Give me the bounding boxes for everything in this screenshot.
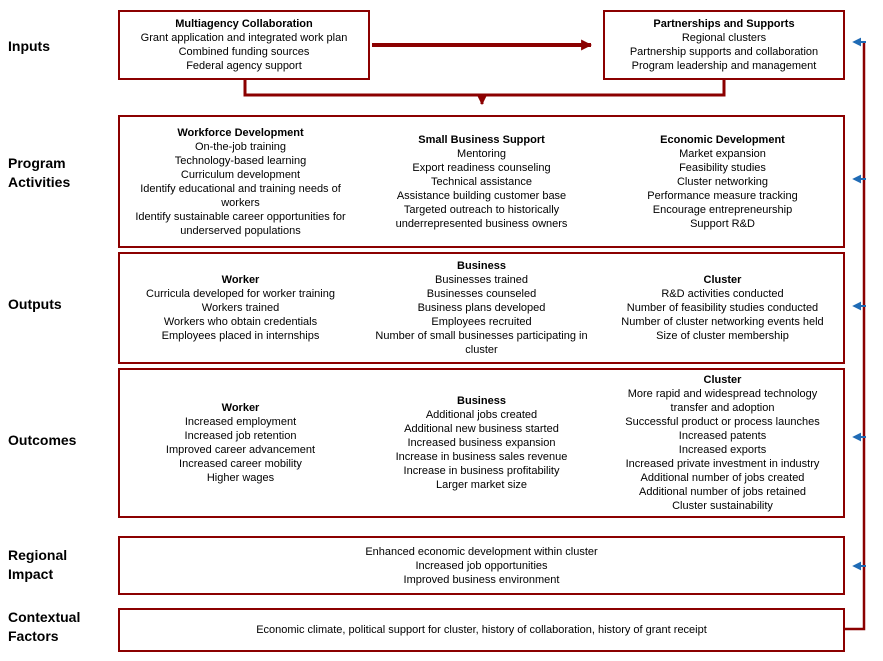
outputs-business-column <box>361 254 602 362</box>
list-item: Increased private investment in industry <box>625 458 820 470</box>
list-item: Number of feasibility studies conducted <box>626 302 819 314</box>
list-item: Feasibility studies <box>679 161 766 174</box>
list-item: Workers trained <box>201 302 280 314</box>
column-title: Cluster <box>703 374 742 386</box>
list-item: Technology-based learning <box>174 154 307 167</box>
economic-development-column <box>602 117 843 246</box>
list-item: Additional number of jobs created <box>640 472 805 484</box>
list-item: Partnership supports and collaboration <box>629 46 819 58</box>
list-item: Curriculum development <box>180 168 301 181</box>
list-item: Curricula developed for worker training <box>146 288 335 300</box>
list-item: Combined funding sources <box>178 46 310 58</box>
regional-impact-box <box>118 536 845 595</box>
list-item: Increased exports <box>678 444 767 456</box>
list-item: More rapid and widespread technology transfer and adoption <box>627 388 818 414</box>
row-label-outputs: Outputs <box>8 296 62 312</box>
list-item: Size of cluster membership <box>656 330 789 342</box>
list-item: Grant application and integrated work plan <box>140 32 348 44</box>
list-item: Export readiness counseling <box>412 161 551 174</box>
list-item: Increased business expansion <box>407 437 556 449</box>
multiagency-collaboration-box <box>118 10 370 80</box>
list-item: Federal agency support <box>186 60 302 72</box>
list-item: Larger market size <box>435 479 528 491</box>
outputs-worker-column <box>120 254 361 362</box>
column-title: Small Business Support <box>418 133 545 146</box>
row-label-outcomes: Outcomes <box>8 432 77 448</box>
list-item: R&D activities conducted <box>661 288 784 300</box>
workforce-development-column <box>120 117 361 246</box>
list-item: Increase in business profitability <box>403 465 560 477</box>
list-item: Increased patents <box>678 430 767 442</box>
list-item: Successful product or process launches <box>625 416 820 428</box>
list-item: Increased employment <box>184 416 297 428</box>
list-item: Improved career advancement <box>165 444 316 456</box>
box-title: Multiagency Collaboration <box>175 18 313 30</box>
column-title: Business <box>457 395 506 407</box>
list-item: Additional new business started <box>404 423 559 435</box>
list-item: Increase in business sales revenue <box>395 451 568 463</box>
column-title: Economic Development <box>660 133 785 146</box>
list-item: Increased job opportunities <box>415 559 548 572</box>
list-item: Technical assistance <box>431 175 532 188</box>
outcomes-box <box>118 368 845 518</box>
list-item: Businesses trained <box>435 274 528 286</box>
contextual-factors-box <box>118 608 845 652</box>
contextual-feedback-line <box>845 42 864 629</box>
list-item: Targeted outreach to historically underrepresented business owners <box>395 203 568 230</box>
outcomes-cluster-column <box>602 370 843 516</box>
list-item: Cluster networking <box>676 175 769 188</box>
list-item: Improved business environment <box>403 573 560 586</box>
list-item: Performance measure tracking <box>647 189 798 202</box>
list-item: Additional jobs created <box>425 409 538 421</box>
list-item: Employees recruited <box>431 316 532 328</box>
list-item: Support R&D <box>690 217 755 230</box>
list-item: Cluster sustainability <box>672 500 773 512</box>
column-title: Cluster <box>703 274 742 286</box>
row-label-inputs: Inputs <box>8 38 50 54</box>
list-item: Business plans developed <box>417 302 546 314</box>
list-item: Workers who obtain credentials <box>163 316 318 328</box>
row-label-contextual-factors: Contextual Factors <box>8 609 81 644</box>
list-item: Employees placed in internships <box>161 330 320 342</box>
list-item: Mentoring <box>457 147 506 160</box>
list-item: Increased career mobility <box>179 458 302 470</box>
list-item: Program leadership and management <box>631 60 817 72</box>
program-activities-box <box>118 115 845 248</box>
list-item: On-the-job training <box>194 140 287 153</box>
column-title: Worker <box>221 274 260 286</box>
row-label-regional-impact: Regional Impact <box>8 547 68 582</box>
list-item: Number of small businesses participating in cluster <box>375 330 588 356</box>
outputs-cluster-column <box>602 254 843 362</box>
small-business-support-column <box>361 117 602 246</box>
outputs-box <box>118 252 845 364</box>
contextual-factors-text: Economic climate, political support for cluster, history of collaboration, history of grant receipt <box>256 624 707 636</box>
list-item: Identify sustainable career opportunities for underserved populations <box>135 210 346 237</box>
row-label-program-activities: Program Activities <box>8 155 71 190</box>
list-item: Additional number of jobs retained <box>639 486 806 498</box>
column-title: Business <box>457 260 506 272</box>
partnerships-supports-box <box>603 10 845 80</box>
list-item: Market expansion <box>679 147 766 160</box>
list-item: Businesses counseled <box>426 288 537 300</box>
connector-inputs-bracket <box>245 80 724 95</box>
outcomes-worker-column <box>120 370 361 516</box>
outcomes-business-column <box>361 370 602 516</box>
list-item: Enhanced economic development within cluster <box>365 545 598 558</box>
list-item: Assistance building customer base <box>396 189 567 202</box>
list-item: Increased job retention <box>184 430 297 442</box>
list-item: Identify educational and training needs of workers <box>140 182 341 209</box>
list-item: Number of cluster networking events held <box>621 316 824 328</box>
column-title: Workforce Development <box>177 126 304 139</box>
list-item: Regional clusters <box>681 32 767 44</box>
box-title: Partnerships and Supports <box>653 18 795 30</box>
list-item: Higher wages <box>206 472 275 484</box>
list-item: Encourage entrepreneurship <box>652 203 793 216</box>
column-title: Worker <box>221 402 260 414</box>
